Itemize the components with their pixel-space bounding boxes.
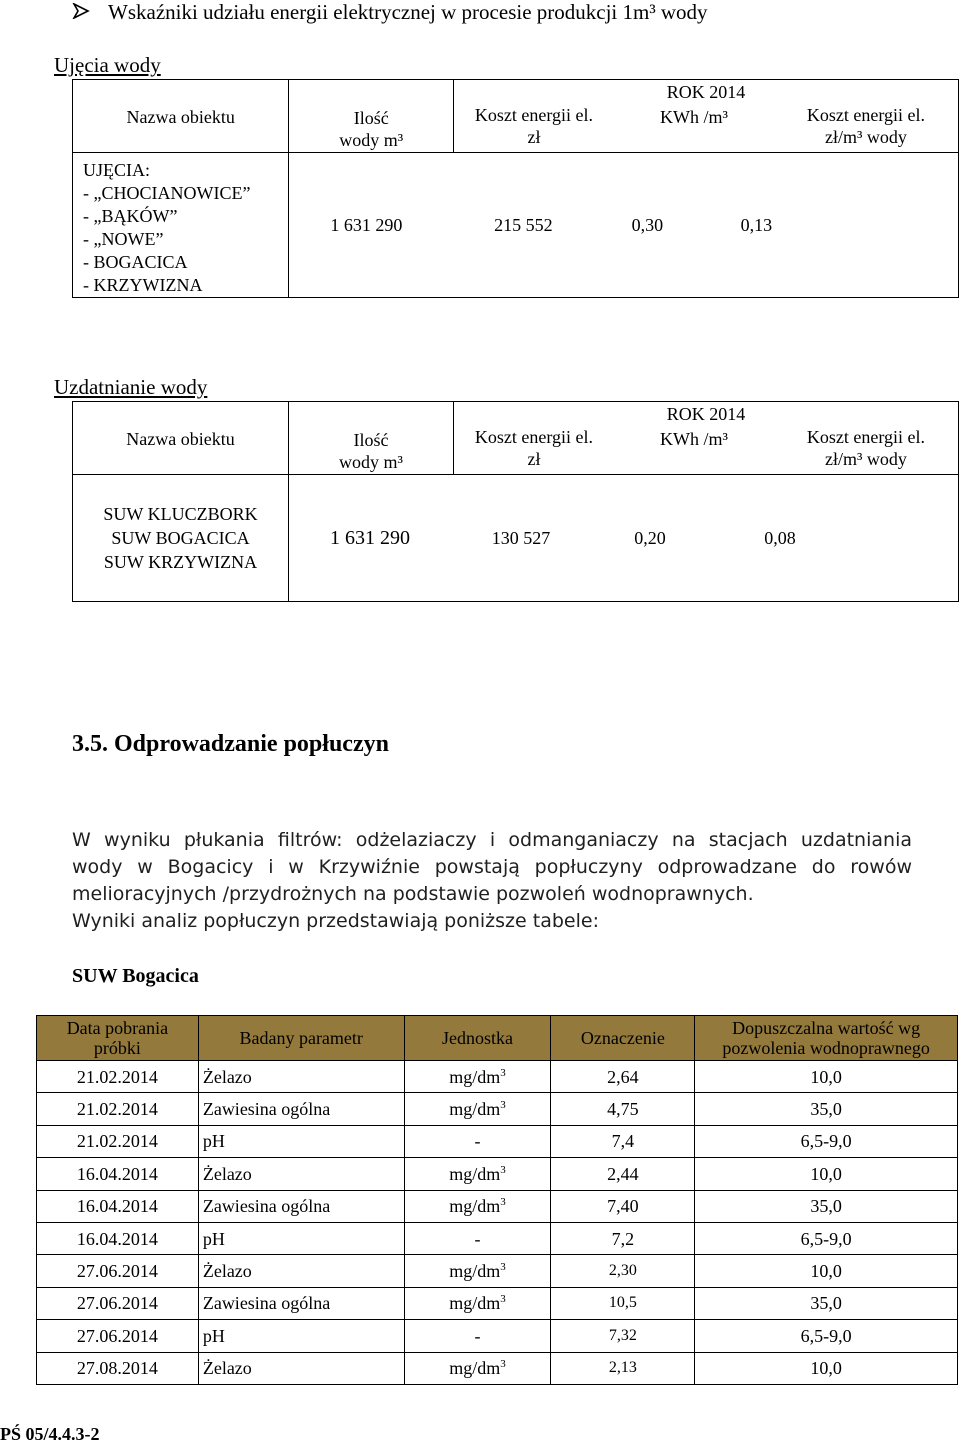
uzdatnianie-title: Uzdatnianie wody [54,375,208,399]
uzdatnianie-cost-m3: 0,08 [764,528,796,548]
ujecia-objects: UJĘCIA: - „CHOCIANOWICE” - „BĄKÓW” - „NOWE” - BOGACICA - KRZYWIZNA [73,153,289,298]
cell-param: Żelazo [198,1255,404,1287]
cell-limit: 6,5-9,0 [695,1222,958,1254]
cell-limit: 6,5-9,0 [695,1125,958,1157]
results-table [36,1015,958,1385]
cell-unit: - [404,1222,551,1254]
cell-unit: $mg/dm^3$ [404,1352,551,1384]
cell-value: 7,40 [551,1190,695,1222]
table-row [37,1352,958,1384]
unit-exponent: 3 [500,1293,506,1306]
uzdatnianie-objects: SUW KLUCZBORK SUW BOGACICA SUW KRZYWIZNA [73,475,289,602]
table-row [37,1061,958,1093]
uzdatnianie-col-qty: Ilość wody m³ [289,402,454,475]
cell-value: 7,2 [551,1222,695,1254]
cell-limit: 10,0 [695,1255,958,1287]
ujecia-year: ROK 2014 [666,82,746,102]
results-header-row [37,1016,958,1061]
paragraph-line: melioracyjnych /przydrożnych na podstawie pozwoleń wodnoprawnych. [72,883,754,905]
cell-unit: $mg/dm^3$ [404,1158,551,1190]
uzdatnianie-values [289,475,959,602]
ujecia-col-kwh: KWh /m³ [660,107,728,127]
cell-limit: 35,0 [695,1190,958,1222]
cell-date: 27.06.2014 [37,1320,199,1352]
header-limit: Dopuszczalna wartość wg pozwolenia wodnoprawnego [695,1016,958,1061]
cell-value: 2,13 [551,1352,695,1384]
station-name: SUW Bogacica [72,965,199,987]
cell-param: Żelazo [198,1158,404,1190]
paragraph-line: wody w Bogacicy i w Krzywiźnie powstają popłuczyny odprowadzane do rowów [72,856,912,878]
ujecia-table [72,79,959,298]
uzdatnianie-col-costm3: Koszt energii el. zł/m³ wody [806,427,926,469]
cell-param: pH [198,1222,404,1254]
table-row [37,1093,958,1125]
cell-unit: $mg/dm^3$ [404,1255,551,1287]
uzdatnianie-qty: 1 631 290 [330,527,410,549]
paragraph-line: Wyniki analiz popłuczyn przedstawiają poniższe tabele: [72,910,599,932]
header-date: Data pobrania próbki [37,1016,199,1061]
table-row [37,1320,958,1352]
uzdatnianie-table [72,401,959,602]
cell-date: 27.08.2014 [37,1352,199,1384]
table-row [37,1255,958,1287]
unit-exponent: 3 [500,1261,506,1274]
paragraph-line: W wyniku płukania filtrów: odżelaziaczy i odmanganiaczy na stacjach uzdatniania [72,829,912,851]
uzdatnianie-kwh: 0,20 [634,528,666,548]
arrow-bullet-icon [72,1,92,25]
cell-date: 16.04.2014 [37,1222,199,1254]
unit-exponent: 3 [500,1358,506,1371]
unit-exponent: 3 [500,1099,506,1112]
ujecia-col-name: Nazwa obiektu [73,80,289,153]
cell-param: Zawiesina ogólna [198,1287,404,1319]
ujecia-title: Ujęcia wody [54,53,161,77]
ujecia-cost: 215 552 [494,215,553,235]
cell-value: 10,5 [551,1287,695,1319]
ujecia-col-costm3: Koszt energii el. zł/m³ wody [806,105,926,147]
header-mark: Oznaczenie [551,1016,695,1061]
cell-param: pH [198,1125,404,1157]
section-heading: 3.5. Odprowadzanie popłuczyn [72,731,389,757]
cell-param: Żelazo [198,1352,404,1384]
cell-param: Zawiesina ogólna [198,1190,404,1222]
header-unit: Jednostka [404,1016,551,1061]
cell-unit: - [404,1125,551,1157]
cell-date: 16.04.2014 [37,1190,199,1222]
cell-limit: 10,0 [695,1061,958,1093]
cell-value: 2,44 [551,1158,695,1190]
cell-unit: $mg/dm^3$ [404,1287,551,1319]
section-paragraph [72,827,912,935]
cell-param: Zawiesina ogólna [198,1093,404,1125]
cell-date: 21.02.2014 [37,1061,199,1093]
table-row [37,1190,958,1222]
cell-unit: $mg/dm^3$ [404,1190,551,1222]
unit-exponent: 3 [500,1196,506,1209]
uzdatnianie-col-name: Nazwa obiektu [73,402,289,475]
table-row [37,1287,958,1319]
cell-limit: 6,5-9,0 [695,1320,958,1352]
cell-date: 27.06.2014 [37,1287,199,1319]
cell-limit: 35,0 [695,1093,958,1125]
uzdatnianie-year-group [453,402,958,475]
header-param: Badany parametr [198,1016,404,1061]
cell-value: 7,32 [551,1320,695,1352]
ujecia-col-cost: Koszt energii el. zł [474,105,594,147]
table-row [37,1158,958,1190]
ujecia-cost-m3: 0,13 [740,215,773,235]
ujecia-kwh: 0,30 [631,215,664,235]
table-row [37,1222,958,1254]
uzdatnianie-col-kwh: KWh /m³ [660,429,728,449]
cell-limit: 35,0 [695,1287,958,1319]
ujecia-values [289,153,959,298]
cell-limit: 10,0 [695,1158,958,1190]
uzdatnianie-year: ROK 2014 [666,404,746,424]
cell-value: 7,4 [551,1125,695,1157]
bullet-heading-text: Wskaźniki udziału energii elektrycznej w procesie produkcji 1m³ wody [108,0,708,24]
bullet-heading [72,0,708,25]
unit-exponent: 3 [500,1066,506,1079]
cell-date: 27.06.2014 [37,1255,199,1287]
cell-param: pH [198,1320,404,1352]
cell-date: 21.02.2014 [37,1125,199,1157]
cell-value: 4,75 [551,1093,695,1125]
cell-param: Żelazo [198,1061,404,1093]
ujecia-year-group [453,80,958,153]
uzdatnianie-col-cost: Koszt energii el. zł [474,427,594,469]
cell-limit: 10,0 [695,1352,958,1384]
unit-exponent: 3 [500,1163,506,1176]
cell-unit: $mg/dm^3$ [404,1061,551,1093]
ujecia-col-qty: Ilość wody m³ [289,80,454,153]
cell-value: 2,64 [551,1061,695,1093]
uzdatnianie-cost: 130 527 [491,528,551,548]
cell-value: 2,30 [551,1255,695,1287]
cell-unit: - [404,1320,551,1352]
ujecia-qty: 1 631 290 [330,215,403,235]
footer-code: PŚ 05/4.4.3-2 [0,1424,100,1444]
cell-date: 16.04.2014 [37,1158,199,1190]
table-row [37,1125,958,1157]
cell-date: 21.02.2014 [37,1093,199,1125]
cell-unit: $mg/dm^3$ [404,1093,551,1125]
